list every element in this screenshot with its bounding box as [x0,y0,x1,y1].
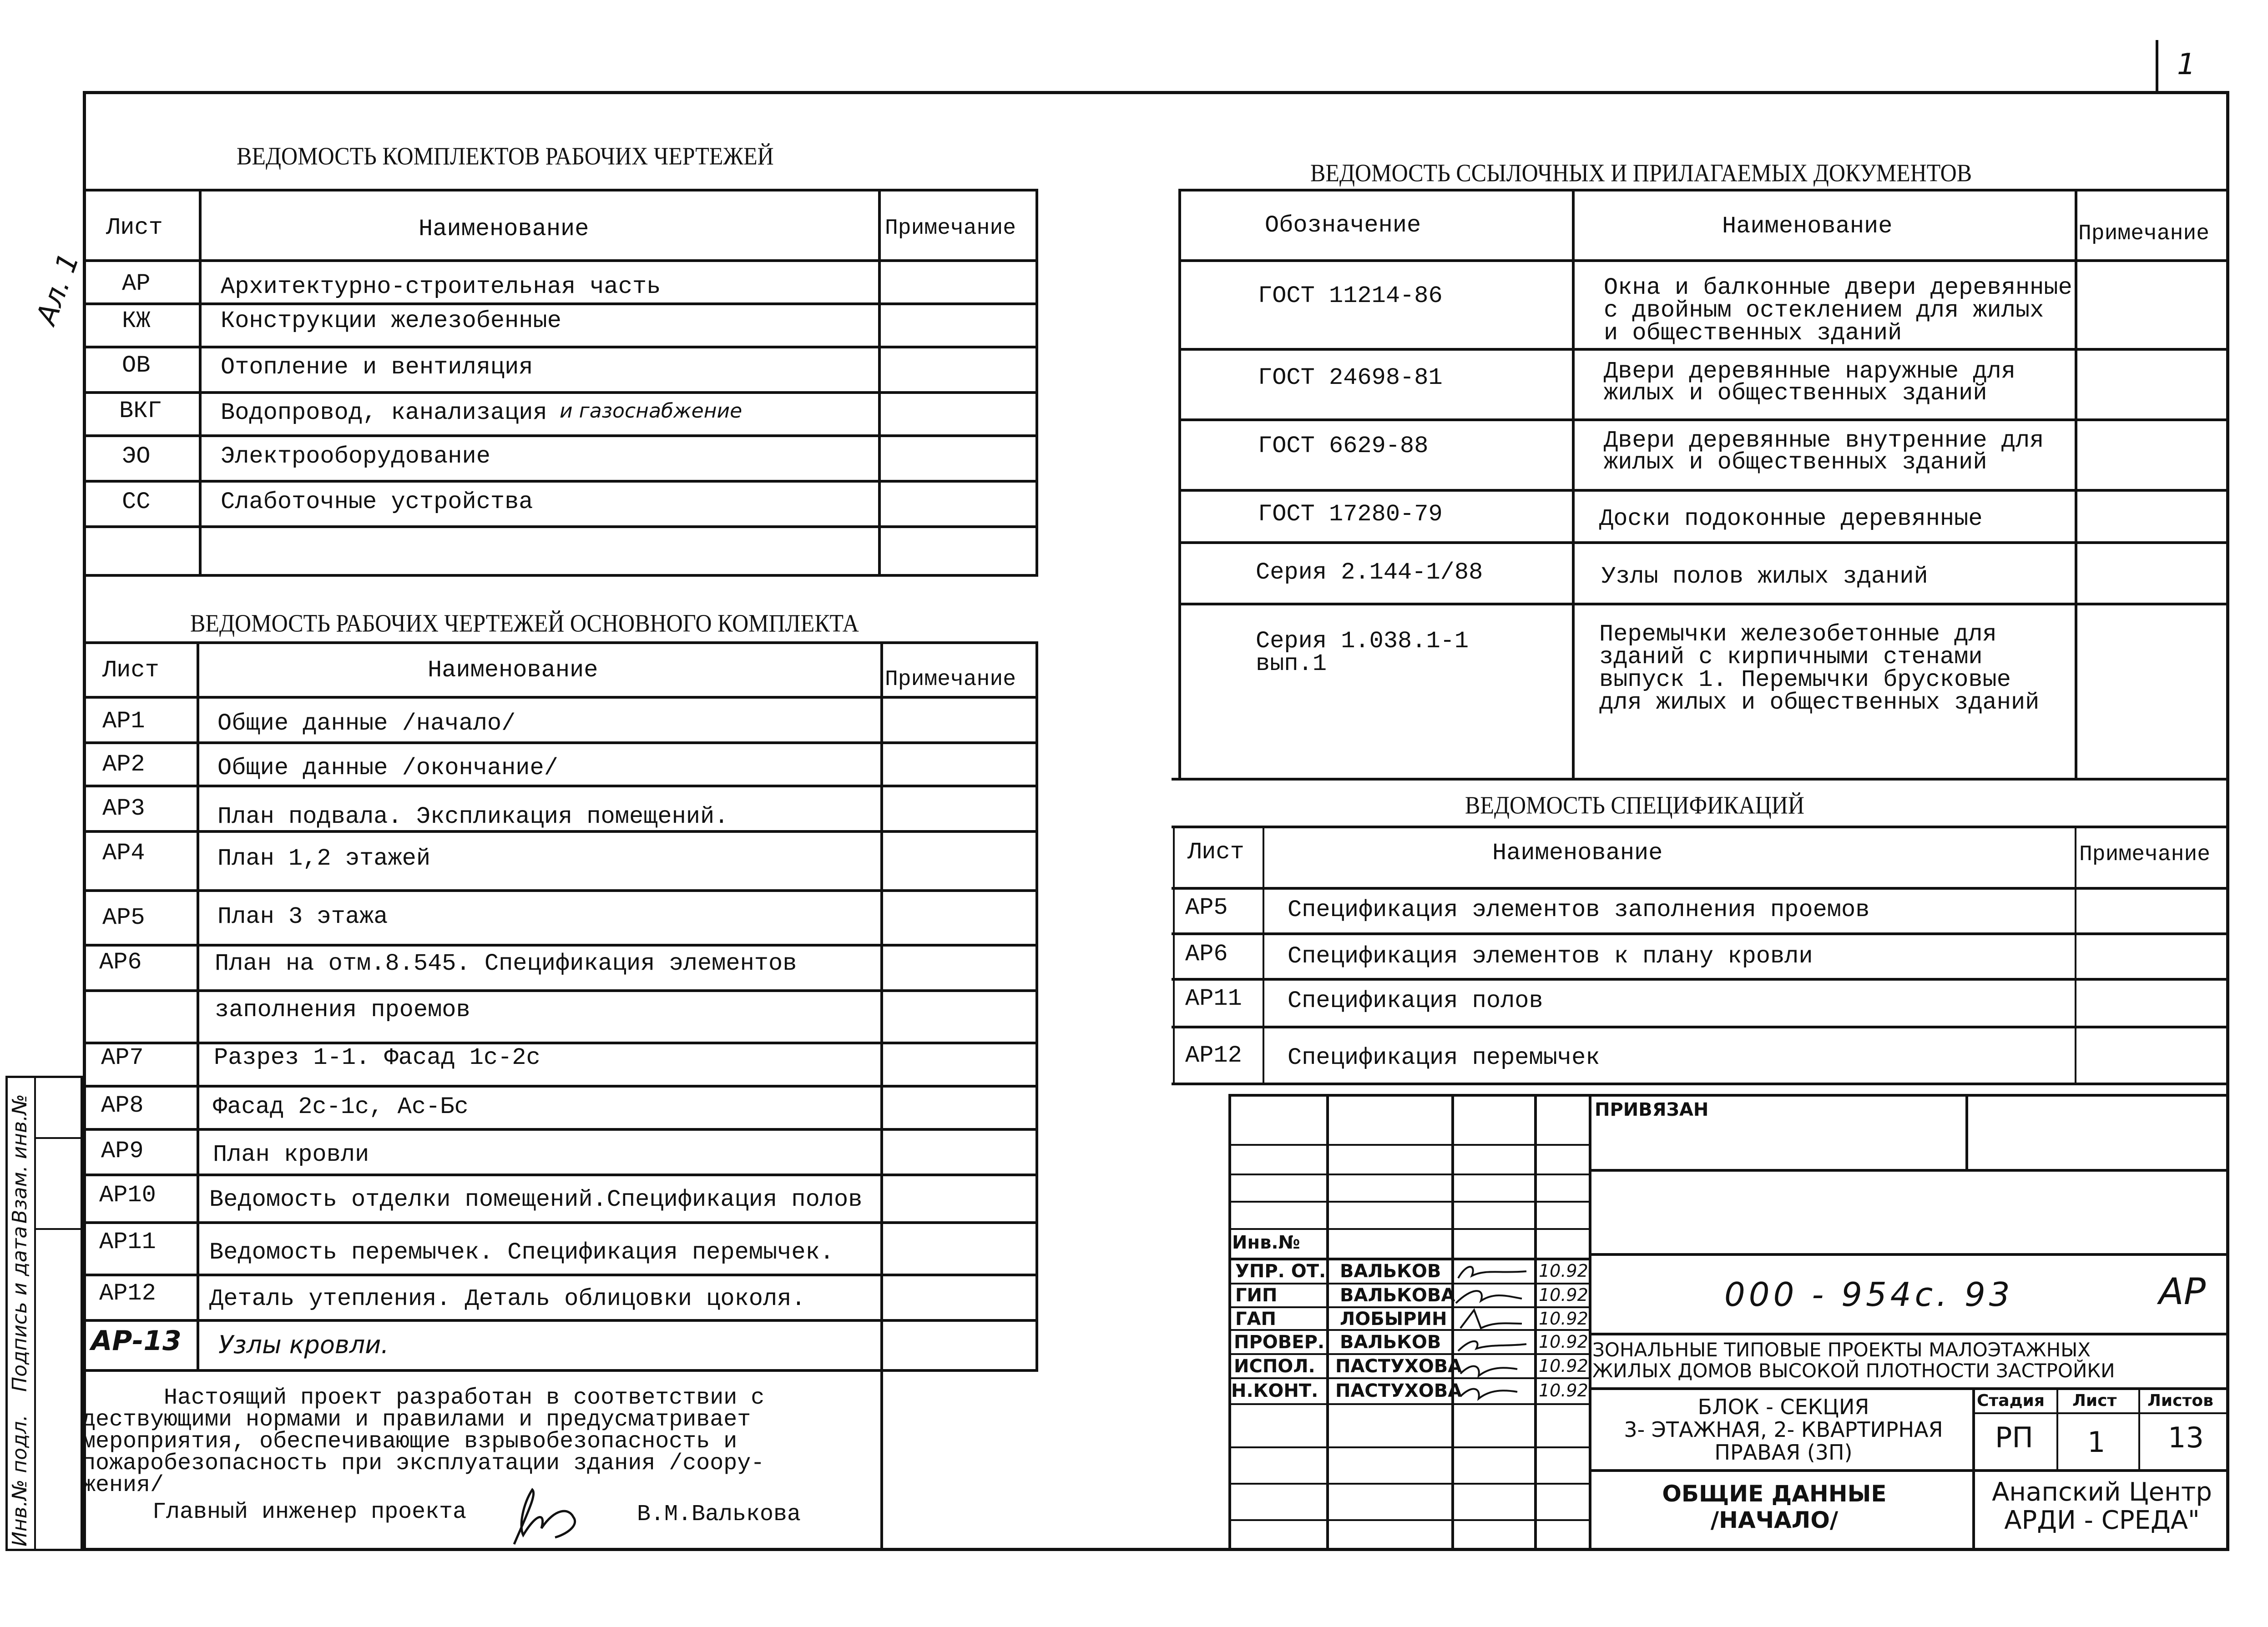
signature-date: 10.92 [1539,1356,1588,1376]
sets-row-sheet: ОВ [122,352,151,379]
drawings-row-sheet: АР4 [102,840,145,866]
drawings-row-name: План на отм.8.545. Спецификация элементов [215,950,797,977]
specs-row-name: Спецификация элементов к плану кровли [1288,943,1813,970]
sets-row-name: Архитектурно-строительная часть [221,273,661,300]
drawings-row-name: План 1,2 этажей [217,845,431,872]
sets-row-name: Отопление и вентиляция [221,354,533,381]
references-header-code: Обозначение [1265,212,1421,239]
references-header-note: Примечание [2078,222,2210,246]
references-row-code: Серия 1.038.1-1 вып.1 [1256,628,1469,677]
specs-header-sheet: Лист [1187,839,1244,866]
signature-date: 10.92 [1539,1309,1588,1329]
drawings-row-sheet: АР3 [102,795,145,822]
references-row-name: Узлы полов жилых зданий [1601,563,1928,590]
signature-date: 10.92 [1539,1261,1588,1281]
drawings-row-sheet: АР6 [99,949,142,976]
drawings-row-name: Ведомость отделки помещений.Спецификация полов [209,1186,863,1213]
sets-row-sheet: ЭО [122,443,151,470]
references-row-name: Доски подоконные деревянные [1599,505,1983,532]
drawings-row-sheet: АР1 [102,708,145,735]
signature-role: УПР. ОТ. [1235,1261,1326,1282]
drawings-row-name: Общие данные /начало/ [217,710,516,737]
signature-scribbles [1454,1260,1533,1401]
specs-row-sheet: АР12 [1185,1042,1242,1069]
drawings-row-sheet: АР12 [99,1280,156,1307]
references-row-name: Двери деревянные внутренние для жилых и общественных зданий [1604,427,2044,476]
signature-role: ГИП [1235,1285,1278,1306]
signature-name: ПАСТУХОВА [1335,1356,1462,1377]
sets-row-sheet: АР [122,270,151,297]
specs-row-sheet: АР6 [1185,941,1228,967]
drawings-row-name: Разрез 1-1. Фасад 1с-2с [214,1044,540,1071]
drawings-row-name: План подвала. Экспликация помещений. [217,803,729,830]
signature-role: ИСПОЛ. [1234,1356,1315,1377]
chief-engineer-signature [496,1485,605,1549]
inv-number-label: Инв.№ [1232,1232,1300,1253]
signature-role: ПРОВЕР. [1234,1332,1325,1353]
bound-label: ПРИВЯЗАН [1595,1099,1709,1120]
drawings-row-name: заполнения проемов [215,997,470,1023]
sets-row-sheet: ВКГ [119,398,162,424]
references-row-code: ГОСТ 6629-88 [1258,433,1429,459]
drawings-row-name: Ведомость перемычек. Спецификация перемычек. [209,1239,834,1266]
side-stamp-label-inv: Инв.№ подл. [8,1415,31,1546]
chief-engineer-role: Главный инженер проекта [152,1499,467,1525]
stage-value: РП [1995,1421,2034,1454]
specs-row-name: Спецификация перемычек [1288,1044,1600,1071]
drawings-row-name: Общие данные /окончание/ [217,755,558,781]
sets-row-name: Конструкции железобенные [221,307,561,334]
sheet-title: ОБЩИЕ ДАННЫЕ /НАЧАЛО/ [1662,1481,1887,1533]
signature-name: ПАСТУХОВА [1335,1380,1462,1401]
sets-row-name: Электрооборудование [221,443,490,470]
references-row-name: Двери деревянные наружные для жилых и общественных зданий [1604,358,2015,407]
references-row-code: ГОСТ 24698-81 [1258,364,1443,391]
specs-header-note: Примечание [2079,842,2211,867]
specs-row-name: Спецификация полов [1288,987,1543,1014]
signature-name: ВАЛЬКОВ [1340,1332,1441,1353]
drawings-header-name: Наименование [428,657,598,684]
references-row-code: ГОСТ 17280-79 [1258,501,1443,528]
sets-row-sheet: КЖ [122,307,151,334]
references-row-name: Перемычки железобетонные для зданий с кирпичными стенами выпуск 1. Перемычки брусковые для жилых и общественных зданий [1599,621,2040,716]
project-title: ЗОНАЛЬНЫЕ ТИПОВЫЕ ПРОЕКТЫ МАЛОЭТАЖНЫХ ЖИЛЫХ ДОМОВ ВЫСОКОЙ ПЛОТНОСТИ ЗАСТРОЙКИ [1592,1339,2115,1382]
drawings-row-sheet: АР-13 [91,1325,182,1357]
chief-engineer-name: В.М.Валькова [637,1501,801,1527]
document-mark: АР [2159,1270,2206,1313]
drawings-row-sheet: АР7 [101,1044,144,1071]
references-row-code: Серия 2.144-1/88 [1256,559,1483,586]
sets-header-sheet: Лист [106,214,163,241]
page-number: 1 [2177,48,2196,81]
signature-date: 10.92 [1539,1332,1588,1352]
organization: Анапский Центр АРДИ - СРЕДА" [1992,1477,2212,1535]
sheets-label: Листов [2147,1391,2213,1410]
drawings-row-sheet: АР10 [99,1182,156,1209]
drawings-row-name: Узлы кровли. [218,1330,389,1359]
references-row-name: Окна и балконные двери деревянные с двойным остеклением для жилых и общественных зданий [1604,274,2072,347]
specs-table-title: ВЕДОМОСТЬ СПЕЦИФИКАЦИЙ [1465,791,1804,819]
sets-row-handwritten-addition: и газоснабжение [560,399,743,423]
drawings-row-name: План кровли [213,1141,369,1168]
drawings-row-name: Деталь утепления. Деталь облицовки цоколя. [209,1285,806,1312]
drawings-row-sheet: АР2 [102,751,145,778]
section-title: БЛОК - СЕКЦИЯ 3- ЭТАЖНАЯ, 2- КВАРТИРНАЯ ПРАВАЯ (3П) [1624,1395,1943,1465]
sets-row-name: Слаботочные устройства [221,489,533,515]
references-row-code: ГОСТ 11214-86 [1258,282,1443,309]
drawings-row-name: Фасад 2с-1с, Ас-Бс [213,1093,469,1120]
compliance-note: Настоящий проект разработан в соответствии с дествующими нормами и правилами и предусматривает мероприятия, обеспечивающие взрывобезопасность и пожаробезопасность при эксплуатации здания /соору- жения/ [82,1385,765,1498]
signature-role: Н.КОНТ. [1231,1380,1318,1401]
specs-row-sheet: АР11 [1185,985,1242,1012]
references-table-title: ВЕДОМОСТЬ ССЫЛОЧНЫХ И ПРИЛАГАЕМЫХ ДОКУМЕНТОВ [1310,159,1972,187]
side-stamp-label-replaced: Взам. инв.№ [8,1094,31,1224]
specs-row-sheet: АР5 [1185,894,1228,921]
signature-role: ГАП [1235,1309,1276,1330]
drawings-row-name: План 3 этажа [217,903,388,930]
specs-row-name: Спецификация элементов заполнения проемов [1288,897,1870,923]
drawings-row-sheet: АР9 [101,1138,144,1164]
signature-name: ВАЛЬКОВА [1340,1285,1455,1306]
references-header-name: Наименование [1722,213,1893,240]
drawings-table-title: ВЕДОМОСТЬ РАБОЧИХ ЧЕРТЕЖЕЙ ОСНОВНОГО КОМПЛЕКТА [190,609,859,637]
drawings-header-note: Примечание [885,667,1016,692]
drawings-header-sheet: Лист [102,657,159,684]
drawings-row-sheet: АР8 [101,1092,144,1119]
sheet-value: 1 [2087,1426,2106,1459]
side-stamp-label-signature: Подпись и дата [8,1226,31,1392]
sheets-value: 13 [2168,1421,2204,1454]
sets-row-sheet: СС [122,489,151,515]
sets-header-name: Наименование [419,216,589,242]
drawings-row-sheet: АР11 [99,1229,156,1255]
document-code: 000 - 954с. 93 [1724,1275,2014,1314]
sets-header-note: Примечание [885,216,1016,241]
sets-table-title: ВЕДОМОСТЬ КОМПЛЕКТОВ РАБОЧИХ ЧЕРТЕЖЕЙ [237,142,774,170]
sheet-label: Лист [2072,1391,2117,1410]
signature-name: ЛОБЫРИН [1340,1309,1447,1330]
specs-header-name: Наименование [1492,840,1663,866]
signature-date: 10.92 [1539,1380,1588,1400]
signature-name: ВАЛЬКОВ [1340,1261,1441,1282]
margin-note: Ал. 1 [29,248,86,329]
stage-label: Стадия [1977,1391,2045,1410]
signature-date: 10.92 [1539,1285,1588,1305]
sets-row-name: Водопровод, канализация [221,399,547,426]
drawings-row-sheet: АР5 [102,904,145,931]
